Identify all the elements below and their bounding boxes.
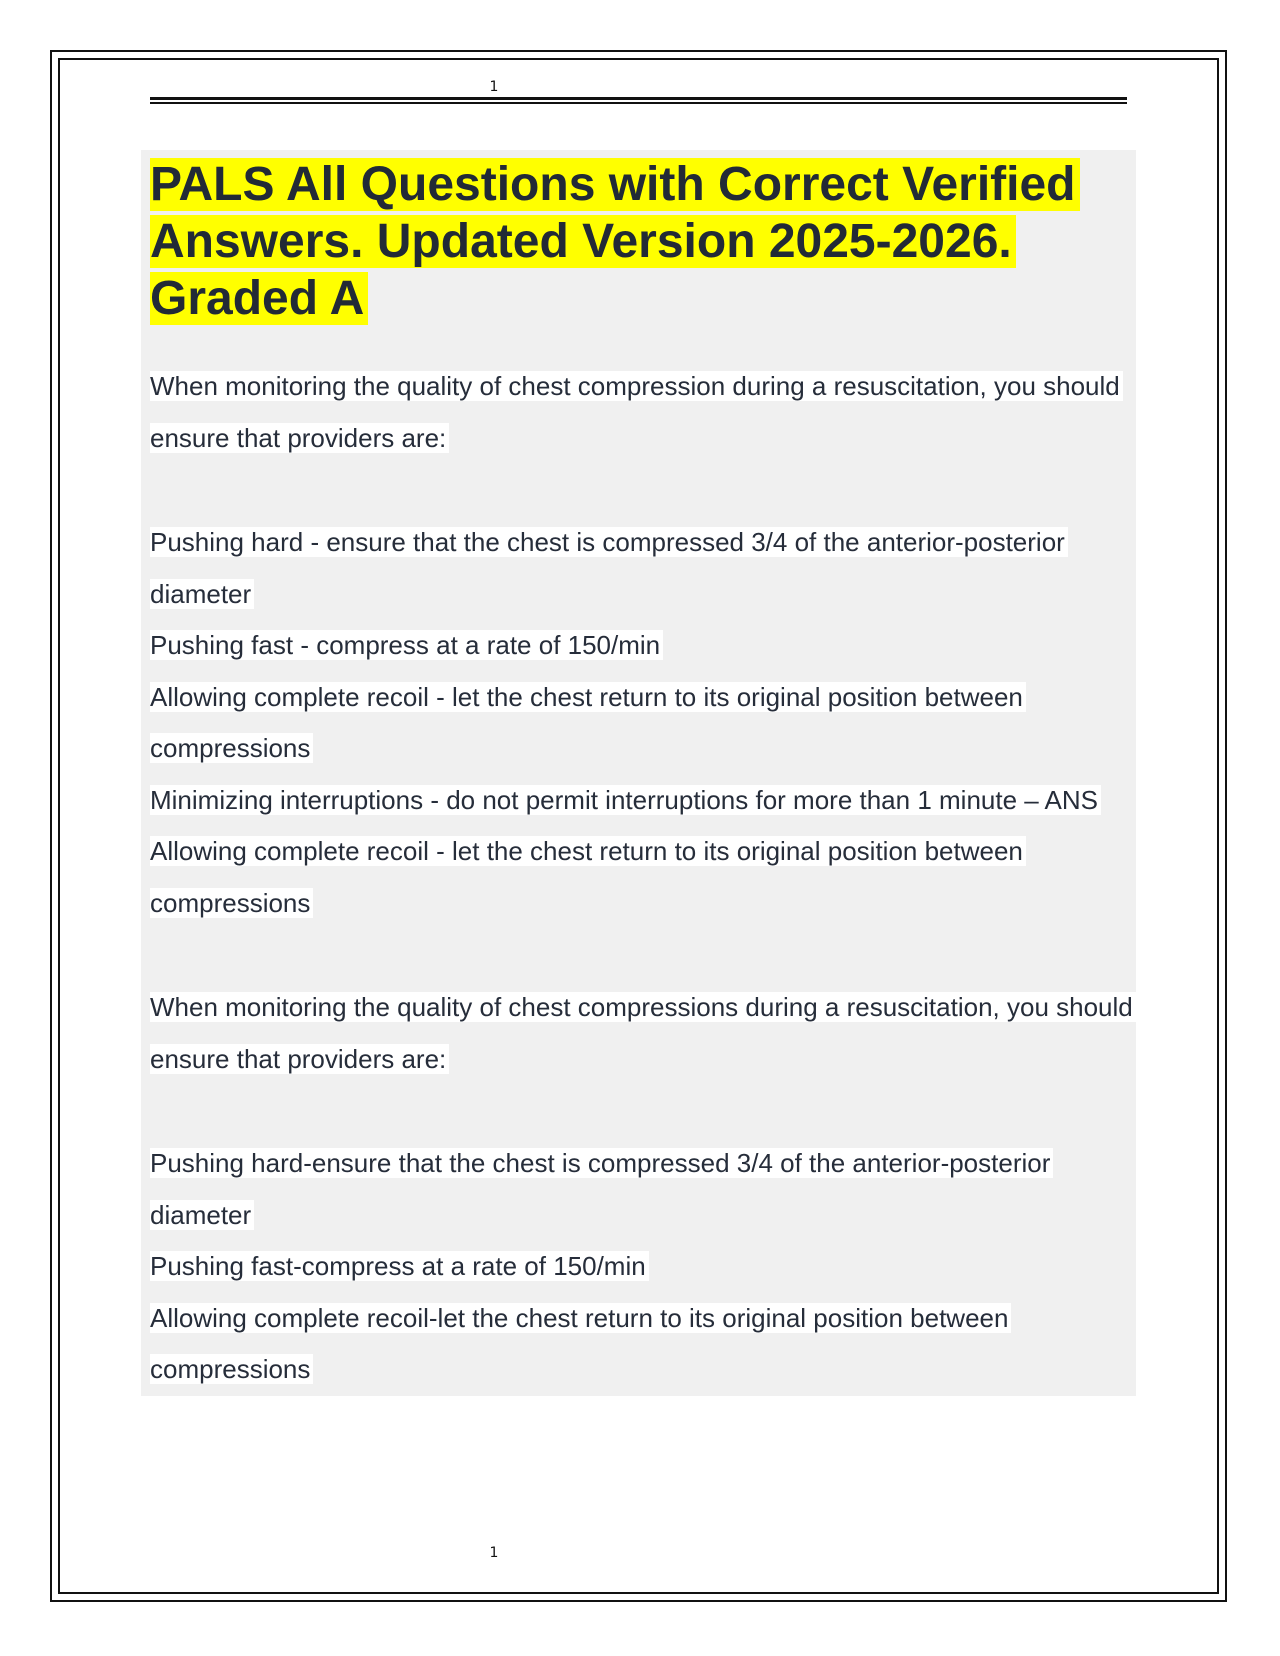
document-body: [141, 150, 1136, 1396]
question-1-option-text: Allowing complete recoil - let the chest return to its original position between compressions: [150, 682, 1026, 764]
spacer: [150, 929, 1136, 982]
title-highlight: PALS All Questions with Correct Verified Answers. Updated Version 2025-2026. Graded A: [150, 158, 1080, 325]
question-2-option: [150, 1293, 1134, 1396]
question-1-option: [150, 620, 1134, 672]
question-1-answer-text: Minimizing interruptions - do not permit interruptions for more than 1 minute – ANS Allowing complete recoil - let the chest return to its original position between compressions: [150, 785, 1101, 918]
header-rule-thin: [150, 102, 1127, 104]
footer-page-number: 1: [489, 1545, 499, 1561]
question-1-option-text: Pushing fast - compress at a rate of 150/min: [150, 630, 663, 660]
question-2-option-text: Allowing complete recoil-let the chest return to its original position between compressions: [150, 1303, 1011, 1385]
question-2-option: [150, 1138, 1134, 1241]
question-1-text: When monitoring the quality of chest compression during a resuscitation, you should ensure that providers are:: [150, 371, 1123, 453]
question-1: [150, 361, 1134, 464]
question-1-option: [150, 672, 1134, 775]
question-1-option-text: Pushing hard - ensure that the chest is compressed 3/4 of the anterior-posterior diameter: [150, 527, 1068, 609]
question-2-option: [150, 1241, 1134, 1293]
question-2-option-text: Pushing hard-ensure that the chest is compressed 3/4 of the anterior-posterior diameter: [150, 1148, 1053, 1230]
question-1-option-with-answer: [150, 775, 1134, 930]
document-title: [150, 150, 1130, 327]
spacer: [150, 464, 1136, 517]
header-rule-thick: [150, 97, 1127, 100]
spacer: [150, 1085, 1136, 1138]
question-1-option: [150, 517, 1134, 620]
question-2: [150, 982, 1134, 1085]
question-2-option-text: Pushing fast-compress at a rate of 150/min: [150, 1251, 649, 1281]
question-2-text: When monitoring the quality of chest compressions during a resuscitation, you should ensure that providers are:: [150, 992, 1136, 1074]
header-page-number: 1: [489, 79, 499, 95]
